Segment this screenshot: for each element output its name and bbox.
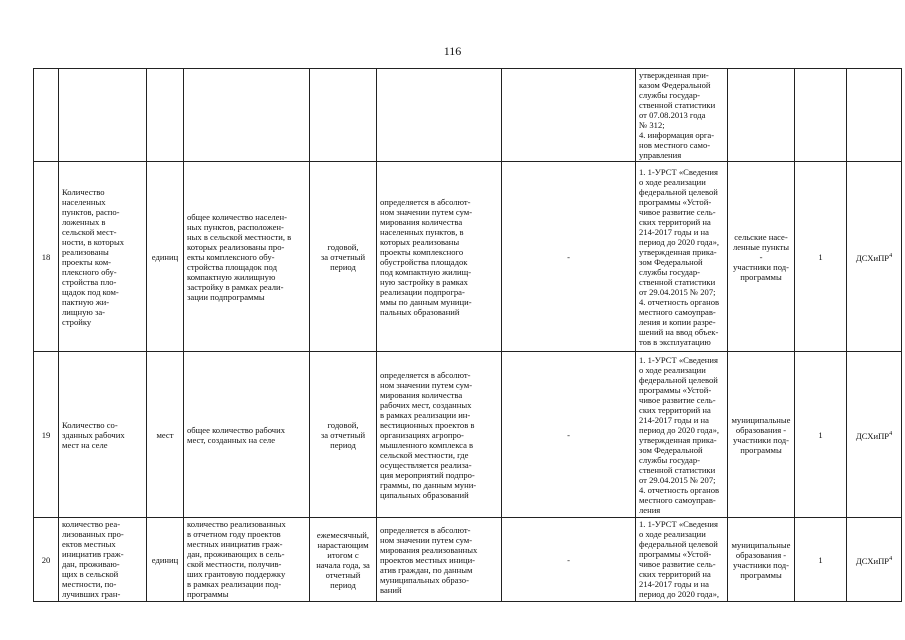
table-row <box>34 352 902 518</box>
cell-object <box>728 69 795 162</box>
cell-definition <box>184 69 310 162</box>
definition: общее количество рабочих мест, созданных на селе <box>184 352 310 518</box>
definition: общее количество населен- ных пунктов, расположен- ных в сельской местности, в которых реализованы про- екты комплексного обу- стройства площадок под компактную жилищную застройку в рамках реали- зации подпрограммы <box>184 162 310 352</box>
responsible-name: ДСХиПР <box>855 555 890 566</box>
cell-algorithm <box>377 69 502 162</box>
row-number: 18 <box>34 162 59 352</box>
observation-object: муниципальные образования - участники под- программы <box>728 352 795 518</box>
table-row-continuation <box>34 69 902 162</box>
cell-source: утвержденная при- казом Федеральной службы государ- ственной статистики от 07.08.2013 года № 312; 4. информация орга- нов местного само- управления <box>636 69 728 162</box>
algorithm: определяется в абсолют- ном значении путем сум- мирования реализованных проектов местных иници- атив граждан, по данным муниципальных образо- ваний <box>377 518 502 602</box>
table-row <box>34 162 902 352</box>
periodicity: годовой, за отчетный период <box>310 162 377 352</box>
responsible <box>847 352 902 518</box>
cell-unit <box>147 69 184 162</box>
responsible <box>847 162 902 352</box>
row-number: 20 <box>34 518 59 602</box>
coverage: 1 <box>795 162 847 352</box>
responsible <box>847 518 902 602</box>
data-source: 1. 1-УРСТ «Сведения о ходе реализации федеральной целевой программы «Устой- чивое развитие сель- ских территорий на 214-2017 годы и на период до 2020 года», <box>636 518 728 602</box>
observation-object: муниципальные образования - участники под- программы <box>728 518 795 602</box>
definition: количество реализованных в отчетном году проектов местных инициатив граж- дан, проживающих в сель- ской местности, получив- ших грантовую поддержку в рамках реализации под- программы <box>184 518 310 602</box>
algorithm: определяется в абсолют- ном значении путем сум- мирования количества населенных пунктов, в которых реализованы проекты комплексного обустройства площадок под компактную жилищ- ную застройку в рамках реализации подпрогра- ммы по данным муници- пальных образований <box>377 162 502 352</box>
coverage: 1 <box>795 352 847 518</box>
footnote-mark: 4 <box>889 252 893 259</box>
cell-coverage <box>795 69 847 162</box>
unit: единиц <box>147 162 184 352</box>
footnote-mark: 4 <box>889 555 893 562</box>
coverage: 1 <box>795 518 847 602</box>
attributes: - <box>502 352 636 518</box>
unit: единиц <box>147 518 184 602</box>
attributes: - <box>502 162 636 352</box>
observation-object: сельские насе- ленные пункты - участники под- программы <box>728 162 795 352</box>
responsible-name: ДСХиПР <box>855 252 890 263</box>
table-row <box>34 518 902 602</box>
cell-indicator <box>59 69 147 162</box>
indicators-table <box>33 68 902 602</box>
periodicity: ежемесячный, нарастающим итогом с начала года, за отчетный период <box>310 518 377 602</box>
data-source: 1. 1-УРСТ «Сведения о ходе реализации федеральной целевой программы «Устой- чивое развитие сель- ских территорий на 214-2017 годы и на период до 2020 года», утвержденная прика- зом Федеральной службы государ- ственной статистики от 29.04.2015 № 207; 4. отчетность органов местного самоуправ- ления <box>636 352 728 518</box>
periodicity: годовой, за отчетный период <box>310 352 377 518</box>
page-number: 116 <box>443 44 462 58</box>
indicator-name: количество реа- лизованных про- ектов местных инициатив граж- дан, проживаю- щих в сельской местности, по- лучивших гран- <box>59 518 147 602</box>
attributes: - <box>502 518 636 602</box>
cell-attributes <box>502 69 636 162</box>
cell-periodicity <box>310 69 377 162</box>
indicator-name: Количество со- зданных рабочих мест на селе <box>59 352 147 518</box>
row-number: 19 <box>34 352 59 518</box>
indicator-name: Количество населенных пунктов, распо- ложенных в сельской мест- ности, в которых реализованы проекты ком- плексного обу- стройства пло- щадок под ком- пактную жи- лищную за- стройку <box>59 162 147 352</box>
data-source: 1. 1-УРСТ «Сведения о ходе реализации федеральной целевой программы «Устой- чивое развитие сель- ских территорий на 214-2017 годы и на период до 2020 года», утвержденная прика- зом Федеральной службы государ- ственной статистики от 29.04.2015 № 207; 4. отчетность органов местного самоуправ- ления и копии разре- шений на ввод объек- тов в эксплуатацию <box>636 162 728 352</box>
footnote-mark: 4 <box>889 430 893 437</box>
cell-num <box>34 69 59 162</box>
algorithm: определяется в абсолют- ном значении путем сум- мирования количества рабочих мест, созданных в рамках реализации ин- вестиционных проектов в организациях агропро- мышленного комплекса в сельской местности, где осуществляется реализа- ция мероприятий подпро- граммы, по данным муни- ципальных образований <box>377 352 502 518</box>
responsible-name: ДСХиПР <box>855 430 890 441</box>
cell-responsible <box>847 69 902 162</box>
unit: мест <box>147 352 184 518</box>
